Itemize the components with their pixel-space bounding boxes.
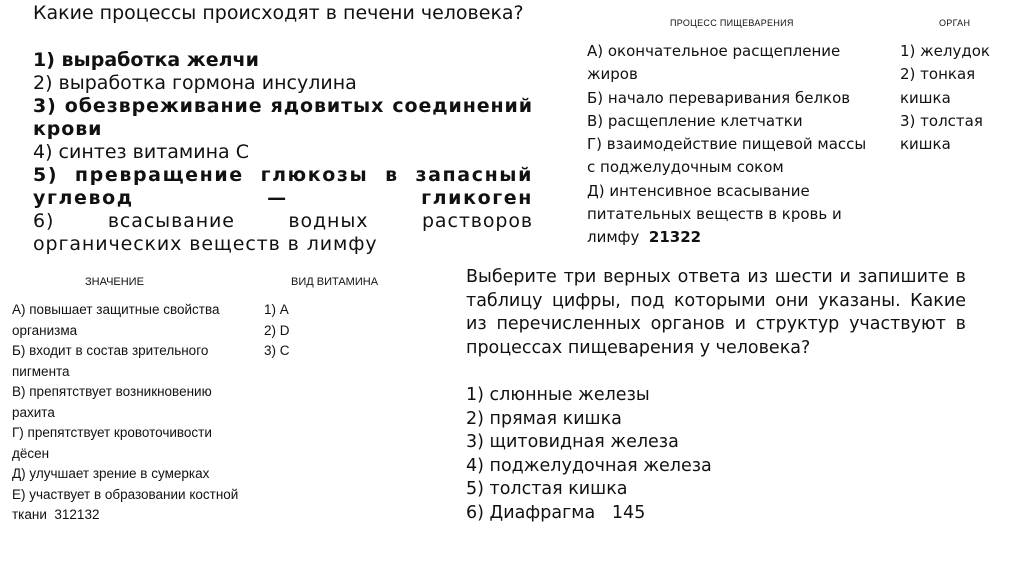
header-process: ПРОЦЕСС ПИЩЕВАРЕНИЯ (670, 18, 794, 28)
header-organ: ОРГАН (939, 18, 971, 28)
choice-4: 4) поджелудочная железа (466, 455, 712, 476)
vitamin-answer: 312132 (54, 507, 100, 522)
meaning-column (12, 300, 252, 526)
option-6: 6) всасывание водных растворов органических веществ в лимфу (33, 210, 533, 255)
digestion-matching-table (580, 14, 1010, 254)
meaning-a: А) повышает защитные свойства организма (12, 302, 220, 338)
process-c: В) расщепление клетчатки (587, 111, 803, 130)
process-a: А) окончательное расщепление жиров (587, 42, 841, 84)
choice-6: 6) Диафрагма 145 (466, 502, 646, 523)
choice-2: 2) прямая кишка (466, 408, 622, 429)
vitamin-matching-table (0, 272, 420, 562)
vitamin-column (264, 300, 344, 362)
meaning-b: Б) входит в состав зрительного пигмента (12, 343, 209, 379)
choice-3: 3) щитовидная железа (466, 432, 679, 452)
question-liver-processes (33, 2, 533, 256)
question-digestion-organs (466, 266, 966, 525)
choice-5: 5) толстая кишка (466, 479, 628, 499)
organ-1: 1) желудок (900, 42, 990, 60)
option-2: 2) выработка гормона инсулина (33, 72, 357, 94)
question-title: Какие процессы происходят в печени человека? (33, 2, 524, 24)
header-meaning: ЗНАЧЕНИЕ (85, 276, 144, 288)
option-1: 1) выработка желчи (33, 49, 259, 71)
vitamin-2: 2) D (264, 322, 290, 338)
organ-3: 3) толстая кишка (900, 111, 983, 154)
meaning-e: Д) улучшает зрение в сумерках (12, 466, 210, 481)
process-column (587, 40, 877, 250)
vitamin-1: 1) А (264, 302, 289, 317)
meaning-d: Г) препятствует кровоточивости дёсен (12, 425, 212, 461)
meaning-f: Е) участвует в образовании костной ткани 312132 (12, 486, 239, 522)
choice-1: 1) слюнные железы (466, 385, 650, 405)
header-vitamin: ВИД ВИТАМИНА (291, 276, 379, 288)
option-4: 4) синтез витамина С (33, 141, 249, 163)
digestion-answer: 21322 (648, 228, 702, 247)
question3-answer: 145 (611, 502, 646, 523)
organ-column (900, 40, 1010, 156)
vitamin-3: 3) С (264, 343, 290, 358)
process-e: Д) интенсивное всасывание питательных веществ в кровь и лимфу 21322 (587, 181, 842, 247)
option-5: 5) превращение глюкозы в запасный углевод — гликоген (33, 164, 533, 209)
organ-2: 2) тонкая кишка (900, 65, 976, 107)
process-d: Г) взаимодействие пищевой массы с поджелудочным соком (587, 135, 867, 177)
option-3: 3) обезвреживание ядовитых соединений крови (33, 95, 533, 140)
question-prompt: Выберите три верных ответа из шести и запишите в таблицу цифры, под которыми они указаны. Какие из перечисленных органов и структур участвуют в процессах пищеварения у человека? (466, 267, 966, 358)
meaning-c: В) препятствует возникновению рахита (12, 384, 212, 420)
process-b: Б) начало переваривания белков (587, 88, 851, 107)
